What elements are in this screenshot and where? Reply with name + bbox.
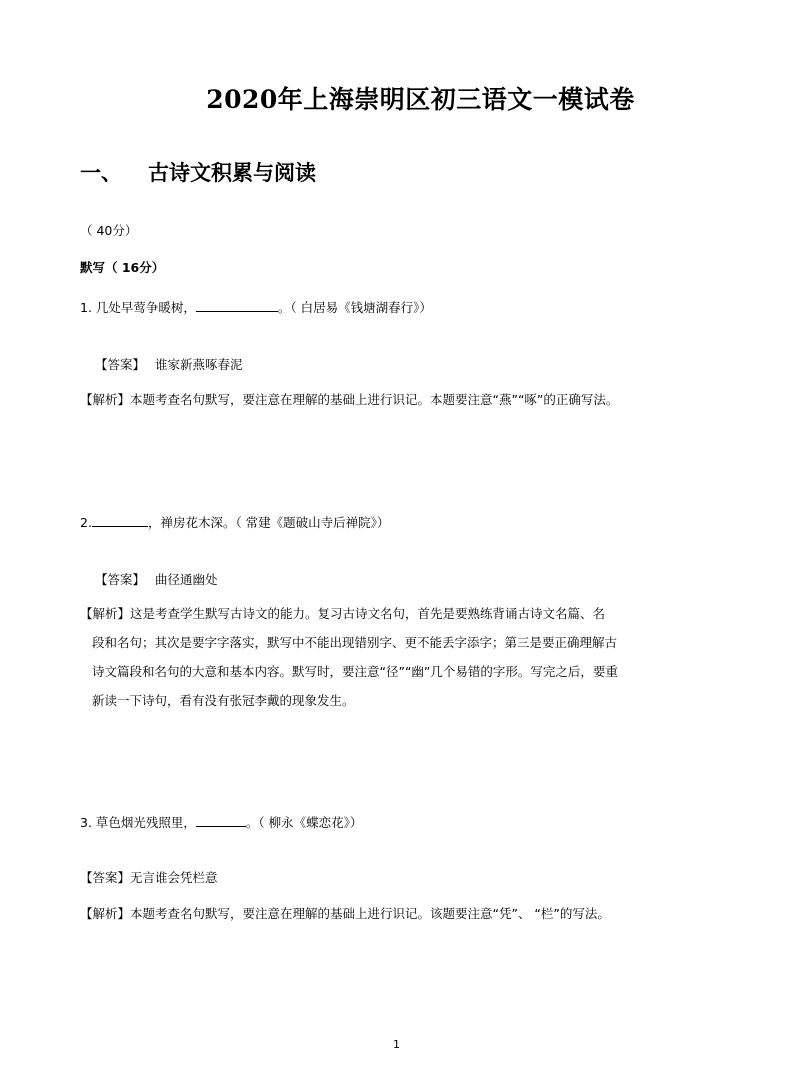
subsection-title: 默写（ 16分） [80,260,165,275]
question-1-blank [196,299,278,312]
analysis-2-line: 诗文篇段和名句的大意和基本内容。默写时，要注意“径”“幽”几个易错的字形。写完之后，要重 [92,664,618,679]
section-title: 古诗文积累与阅读 [148,161,316,185]
question-1-suffix: 。（ 白居易《钱塘湖春行》） [277,300,432,315]
question-3-prefix: 3. 草色烟光残照里， [80,815,196,830]
analysis-3 [80,899,700,928]
section-number: 一、 [80,161,122,185]
question-3-suffix: 。（ 柳永《蝶恋花》） [245,815,363,830]
answer-3-label: 【答案】 [80,870,131,885]
answer-3 [80,868,218,886]
question-2-suffix: ，禅房花木深。（ 常建《题破山寺后禅院》） [147,515,390,530]
question-1 [80,298,432,316]
answer-1-label: 【答案】 [95,357,146,372]
analysis-2 [80,599,700,715]
analysis-2-line: 【解析】这是考查学生默写古诗文的能力。复习古诗文名句，首先是要熟练背诵古诗文名篇、名 [80,606,606,621]
section-score: （ 40分） [80,223,138,238]
answer-2 [95,570,218,588]
answer-1 [95,355,243,373]
analysis-2-line: 段和名句；其次是要字字落实，默写中不能出现错别字、更不能丢字添字；第三是要正确理解古 [92,635,618,650]
answer-2-text: 曲径通幽处 [155,572,218,587]
question-3-blank [196,814,246,827]
question-2-blank [92,514,148,527]
analysis-1-line: 【解析】本题考查名句默写，要注意在理解的基础上进行识记。本题要注意“燕”“啄”的正确写法。 [80,392,619,407]
answer-1-text: 谁家新燕啄春泥 [155,357,243,372]
answer-2-label: 【答案】 [95,572,146,587]
question-3 [80,813,362,831]
analysis-3-line: 【解析】本题考查名句默写，要注意在理解的基础上进行识记。该题要注意“凭”、 “栏”的写法。 [80,906,610,921]
page-number: 1 [393,1038,400,1051]
document-title: 2020年上海崇明区初三语文一模试卷 [206,85,635,114]
question-1-prefix: 1. 几处早莺争暖树， [80,300,196,315]
question-2-prefix: 2. [80,515,92,530]
answer-3-text: 无言谁会凭栏意 [130,870,218,885]
question-2 [80,513,389,531]
section-heading [80,157,316,187]
analysis-1 [80,385,700,414]
analysis-2-line: 新读一下诗句，看有没有张冠李戴的现象发生。 [92,693,355,708]
